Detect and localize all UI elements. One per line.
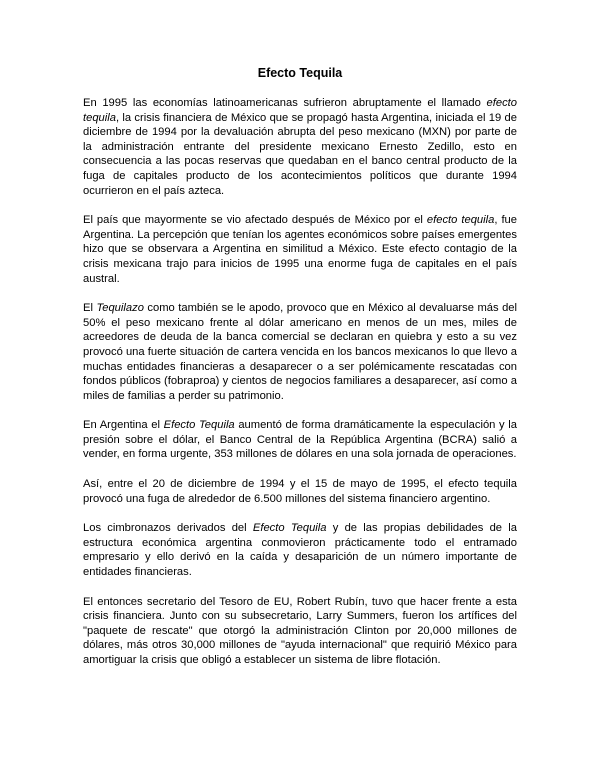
- paragraph-7: [83, 595, 517, 668]
- text-run: y de las propias debilidades de la estructura económica argentina conmovieron prácticamente todo el entramado empresario y ello derivó en la caída y desaparición de un número importante de entidades financieras.: [83, 522, 517, 579]
- italic-term: Efecto Tequila: [163, 419, 235, 432]
- paragraph-1: [83, 96, 517, 198]
- paragraph-6: [83, 521, 517, 579]
- text-run: El entonces secretario del Tesoro de EU, Robert Rubín, tuvo que hacer frente a esta crisis financiera. Junto con su subsecretario, Larry Summers, fueron los artífices del "paquete de rescate" que otorgó la administración Clinton por 20,000 millones de dólares, más otros 30,000 millones de "ayuda internacional" que requirió México para amortiguar la crisis que obligó a establecer un sistema de libre flotación.: [83, 595, 517, 666]
- text-run: Los cimbronazos derivados del: [83, 522, 253, 535]
- text-run: El país que mayormente se vio afectado después de México por el: [83, 214, 427, 227]
- document-body: [83, 96, 517, 683]
- text-run: , la crisis financiera de México que se propagó hasta Argentina, iniciada el 19 de diciembre de 1994 por la devaluación abrupta del peso mexicano (MXN) por parte de la administración entrante del presidente mexicano Ernesto Zedillo, esto en consecuencia a las pocas reservas que quedaban en el banco central producto de la fuga de capitales producto de los acontecimientos políticos que durante 1994 ocurrieron en el país azteca.: [83, 111, 517, 197]
- text-run: , fue Argentina. La percepción que tenían los agentes económicos sobre países emergentes hizo que se observara a Argentina en similitud a México. Este efecto contagio de la crisis mexicana trajo para inicios de 1995 una enorme fuga de capitales en el país austral.: [83, 214, 517, 285]
- italic-term: efecto tequila: [83, 97, 517, 124]
- paragraph-2: [83, 213, 517, 286]
- italic-term: Tequilazo: [96, 302, 144, 315]
- paragraph-3: [83, 301, 517, 403]
- document-title: Efecto Tequila: [257, 66, 343, 80]
- text-run: El: [83, 302, 97, 315]
- text-run: En Argentina el: [83, 419, 164, 432]
- paragraph-5: [83, 477, 517, 506]
- italic-term: Efecto Tequila: [252, 522, 327, 535]
- text-run: como también se le apodo, provoco que en México al devaluarse más del 50% el peso mexicano frente al dólar americano en menos de un mes, miles de acreedores de deuda de la banca comercial se declaran en quiebra y esto a su vez provocó una fuerte situación de cartera vencida en los bancos mexicanos lo que llevo a muchas entidades financieras a desaparecer o a ser polémicamente rescatadas con fondos públicos (fobraproa) y cientos de negocios familiares a desaparecer, así como a miles de familias a perder su patrimonio.: [83, 302, 517, 402]
- paragraph-4: [83, 418, 517, 462]
- text-run: En 1995 las economías latinoamericanas sufrieron abruptamente el llamado: [83, 97, 487, 109]
- text-run: aumentó de forma dramáticamente la especulación y la presión sobre el dólar, el Banco Central de la República Argentina (BCRA) salió a vender, en forma urgente, 353 millones de dólares en una sola jornada de operaciones.: [83, 419, 517, 461]
- text-run: Así, entre el 20 de diciembre de 1994 y el 15 de mayo de 1995, el efecto tequila provocó una fuga de alrededor de 6.500 millones del sistema financiero argentino.: [83, 478, 517, 505]
- italic-term: efecto tequila: [426, 214, 495, 227]
